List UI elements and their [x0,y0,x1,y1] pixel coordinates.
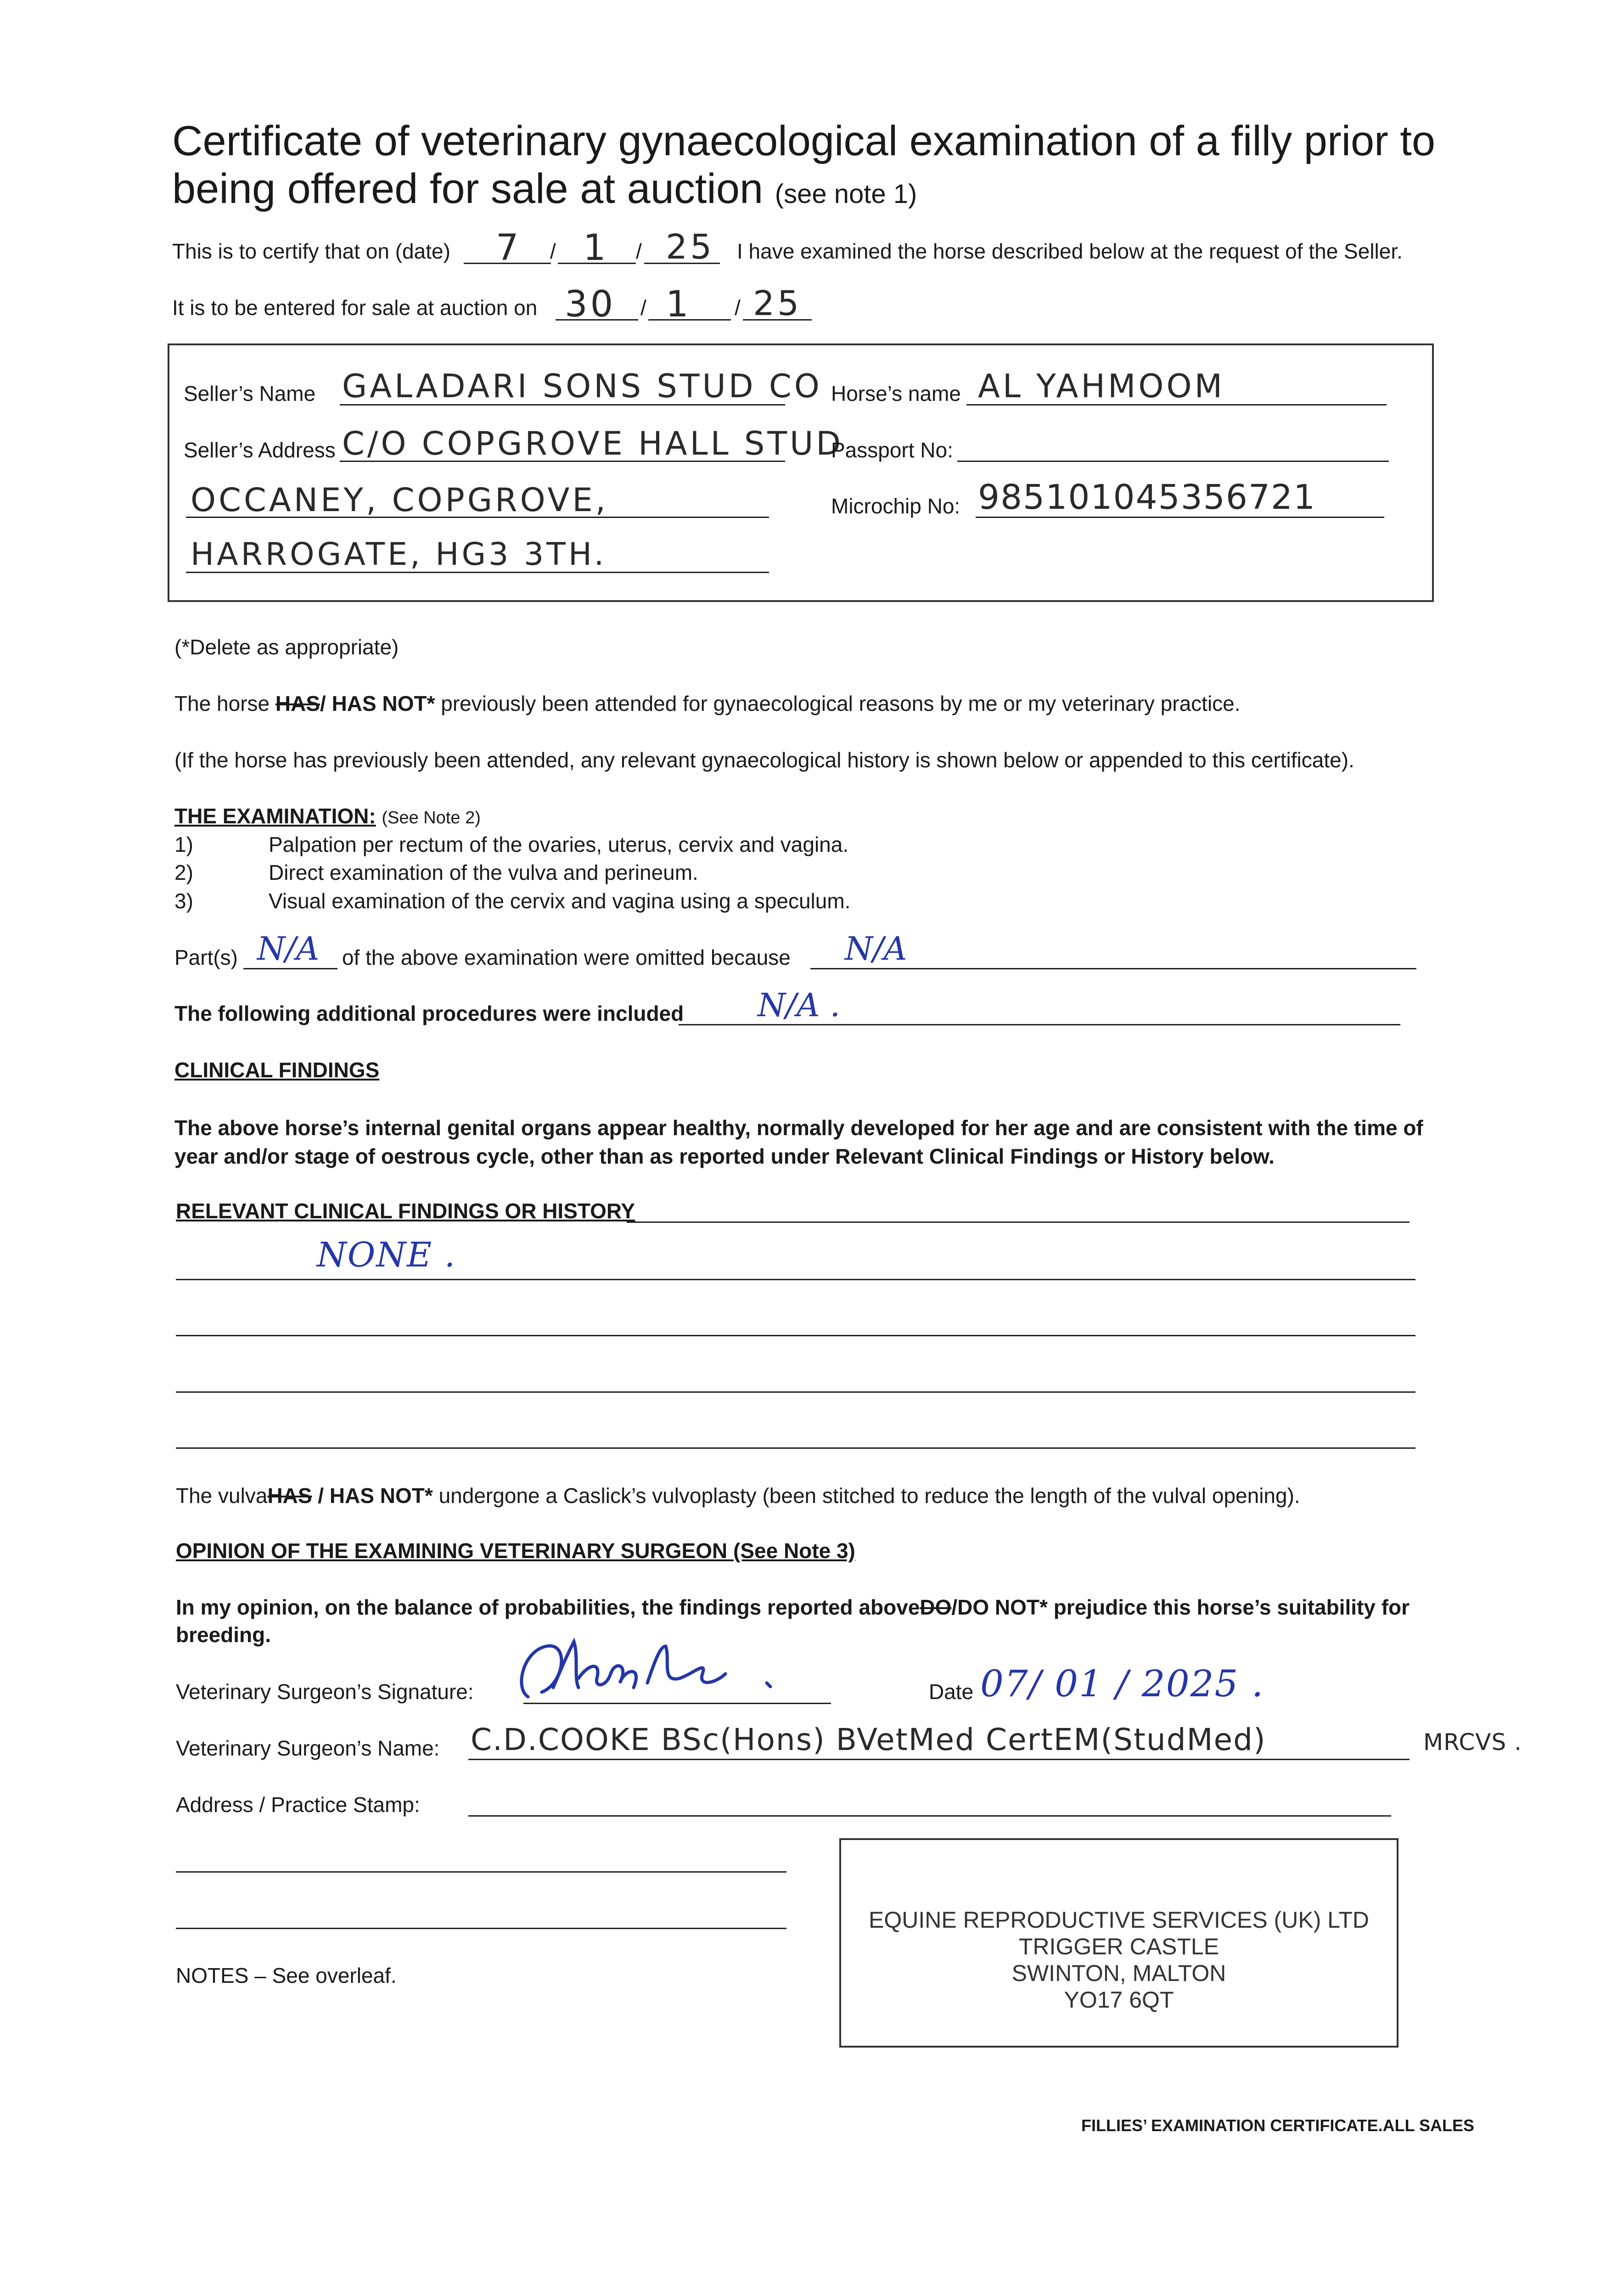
seller-address-line1[interactable]: C/O COPGROVE HALL STUD [342,425,844,462]
practice-stamp [839,1838,1398,2048]
seller-name-value[interactable]: GALADARI SONS STUD CO [342,367,822,405]
omitted-parts-line [243,968,337,969]
additional-value[interactable]: N/A . [758,986,840,1024]
auction-day[interactable]: 30 [565,284,616,325]
stamp-line: TRIGGER CASTLE [1018,1934,1219,1959]
signature-image[interactable] [510,1632,840,1711]
examination-heading: THE EXAMINATION: (See Note 2) [174,804,481,828]
title-main: Certificate of veterinary gynaecological examination of a filly prior to being offered for sale at auction [172,118,1436,212]
title-note: (see note 1) [775,179,917,209]
opinion-heading: OPINION OF THE EXAMINING VETERINARY SURGEON (See Note 3) [176,1539,855,1563]
microchip-value[interactable]: 985101045356721 [978,478,1316,517]
seller-address-label: Seller’s Address [184,438,336,462]
exam-item: Visual examination of the cervix and vagina using a speculum. [269,889,851,913]
microchip-label: Microchip No: [831,494,960,518]
surgeon-value[interactable]: C.D.COOKE BSc(Hons) BVetMed CertEM(StudMed) [471,1722,1266,1757]
footer-reference: FILLIES’ EXAMINATION CERTIFICATE.ALL SALES [1081,2116,1475,2135]
relevant-line [176,1391,1415,1393]
certify-year[interactable]: 25 [666,227,715,267]
auction-year[interactable]: 25 [753,284,802,323]
stamp-line: EQUINE REPRODUCTIVE SERVICES (UK) LTD [869,1907,1369,1933]
history-note: (If the horse has previously been attended, any relevant gynaecological history is shown below or appended to this certificate). [174,748,1354,772]
exam-item-num: 2) [174,861,193,884]
signature-date-value[interactable]: 07/ 01 / 2025 . [980,1662,1264,1705]
certify-month[interactable]: 1 [583,227,609,269]
stamp-line: YO17 6QT [1064,1987,1174,2013]
surgeon-label: Veterinary Surgeon’s Name: [176,1736,440,1760]
horse-name-value[interactable]: AL YAHMOOM [978,367,1225,405]
exam-item: Direct examination of the vulva and perineum. [269,861,698,884]
relevant-line [176,1279,1415,1280]
omitted-reason-line [810,968,1416,969]
certify-suffix: I have examined the horse described below at the request of the Seller. [737,239,1403,263]
address-line [176,1871,786,1873]
signature-date-label: Date [929,1680,974,1704]
passport-line [957,461,1389,462]
surgeon-line [468,1759,1410,1760]
seller-address-line2[interactable]: OCCANEY, COPGROVE, [191,481,608,519]
horse-name-label: Horse’s name [831,382,961,405]
address-label: Address / Practice Stamp: [176,1793,420,1817]
exam-item-num: 1) [174,833,193,856]
attended-has-struck: HAS [275,692,320,715]
opinion-do-struck: DO [920,1595,952,1619]
surgeon-suffix: MRCVS . [1423,1729,1522,1756]
omitted-middle: of the above examination were omitted because [342,945,791,969]
opinion-do-not: /DO NOT* prejudice this horse’s suitability for [951,1595,1410,1619]
attended-has-not: / HAS NOT* [320,692,435,715]
opinion-line: In my opinion, on the balance of probabilities, the findings reported aboveDO/DO NOT* prejudice this horse’s suitability for [176,1595,1410,1619]
exam-item: Palpation per rectum of the ovaries, uterus, cervix and vagina. [269,833,849,856]
seller-name-label: Seller’s Name [184,382,316,405]
relevant-value[interactable]: NONE . [317,1235,456,1275]
certify-day[interactable]: 7 [496,227,522,269]
clinical-statement: The above horse’s internal genital organs appear healthy, normally developed for her age and are consistent with the time of year and/or stage of oestrous cycle, other than as reported under Relevant Clinical Findings or History below. [174,1116,1423,1168]
delete-note: (*Delete as appropriate) [174,635,399,659]
relevant-heading: RELEVANT CLINICAL FINDINGS OR HISTORY [176,1199,635,1223]
additional-line [679,1024,1400,1025]
auction-prefix: It is to be entered for sale at auction on [172,296,538,320]
address-line [468,1815,1391,1817]
omitted-reason[interactable]: N/A [845,930,907,968]
stamp-line: SWINTON, MALTON [1011,1960,1226,1986]
relevant-line [627,1221,1410,1223]
passport-label: Passport No: [831,438,953,462]
omitted-parts[interactable]: N/A [257,930,320,968]
page-title [172,117,1504,218]
clinical-heading: CLINICAL FINDINGS [174,1058,380,1082]
exam-item-num: 3) [174,889,193,913]
auction-month[interactable]: 1 [666,284,691,325]
seller-address-line3[interactable]: HARROGATE, HG3 3TH. [191,536,607,573]
caslick-line: The vulvaHAS / HAS NOT* undergone a Caslick’s vulvoplasty (been stitched to reduce the length of the vulval opening). [176,1484,1300,1508]
address-line [176,1928,786,1929]
signature-label: Veterinary Surgeon’s Signature: [176,1680,474,1704]
attended-line: The horse HAS/ HAS NOT* previously been attended for gynaecological reasons by me or my veterinary practice. [174,692,1241,715]
notes-link: NOTES – See overleaf. [176,1964,397,1987]
caslick-has-struck: HAS [267,1484,312,1508]
relevant-line [176,1447,1415,1449]
relevant-line [176,1335,1415,1336]
additional-label: The following additional procedures were included [174,1002,684,1025]
opinion-breeding: breeding. [176,1623,271,1647]
certify-prefix: This is to certify that on (date) [172,239,450,263]
omitted-prefix: Part(s) [174,945,238,969]
caslick-has-not: / HAS NOT* [318,1484,433,1508]
